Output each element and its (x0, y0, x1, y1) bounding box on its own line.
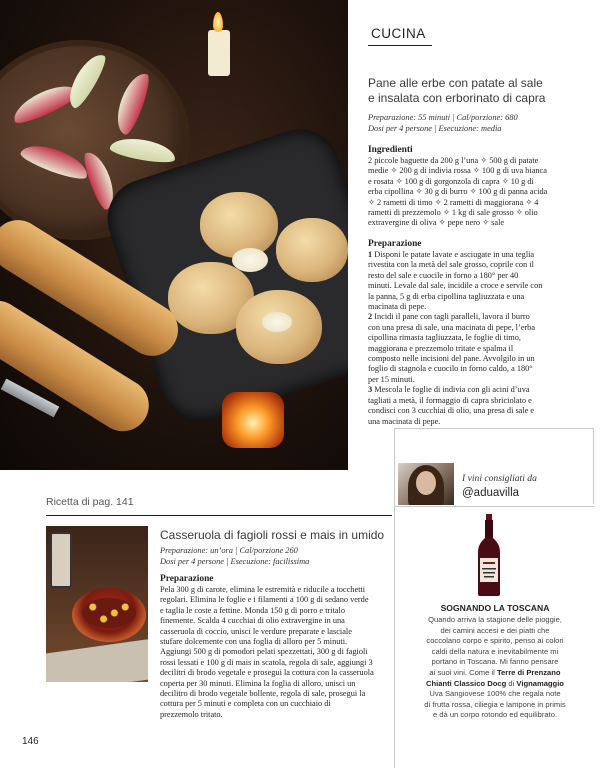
main-recipe-meta (368, 113, 594, 134)
main-recipe-title (368, 76, 594, 106)
step-line: minuti. Levale dal sale, incidile a croce e servile con (368, 281, 543, 291)
step-line: macinata di pepe. (368, 302, 427, 312)
napkin (46, 637, 148, 682)
preparation-line: decilitro di brodo vegetale bollente, regola di sale, prosegui la (160, 689, 366, 699)
step-line: Mescola le foglie di indivia con gli acini d’uva (374, 385, 530, 395)
title-line: e insalata con erborinato di capra (368, 91, 546, 105)
meta-line: Preparazione: un’ora | Cal/porzione 260 (160, 546, 298, 555)
preparation-line: prezzemolo tritato. (160, 709, 223, 719)
recipe-reference: Ricetta di pag. 141 (46, 496, 134, 508)
step-line: Incidi il pane con tagli paralleli, lavora il burro (374, 312, 530, 322)
preparation-line: coperta per 30 minuti. Elimina la foglia di alloro, unisci un (160, 678, 356, 688)
preparation-line: cottura per 5 minuti e completa con un cucchiaio di (160, 699, 331, 709)
avatar (398, 463, 454, 505)
wine-headline: SOGNANDO LA TOSCANA (440, 603, 550, 613)
meta-line: Dosi per 4 persone | Esecuzione: media (368, 123, 502, 133)
step-line: cipollina rimasta tagliuzzata, le foglie di timo, (368, 333, 521, 343)
step-line: resto del sale e cuocile in forno a 180° per 40 (368, 270, 519, 280)
candle-flame (213, 12, 223, 32)
wine-text-line: Uva Sangiovese 100% che regala note (429, 689, 561, 699)
beans-and-corn (82, 598, 136, 628)
step-line: una macinata di pepe. (368, 416, 441, 426)
wine-box-border (394, 428, 594, 429)
step-line: la panna, 5 g di erba cipollina tagliuzzata e una (368, 291, 525, 301)
preparation-line: decilitri di brodo vegetale e prosegui la cottura con la casseruola (160, 668, 374, 678)
step-line: condisci con 3 cucchiai di olio, una presa di sale e (368, 406, 535, 416)
casserole-photo (46, 526, 148, 682)
title-line: Pane alle erbe con patate al sale (368, 76, 543, 90)
wine-text-connector: di (508, 678, 515, 688)
preparation-heading: Preparazione (160, 574, 214, 584)
ingredients-line: medie ✧ 200 g di indivia rossa ✧ 100 g di uva bianca (368, 166, 547, 176)
ingredients-block (368, 145, 594, 229)
wine-denomination: Chianti Classico Docg (426, 678, 507, 688)
step-number: 2 (368, 312, 373, 322)
ingredients-heading: Ingredienti (368, 145, 413, 155)
wine-box-border (394, 428, 395, 768)
second-recipe-preparation (160, 574, 392, 720)
wine-text-line: Quando arriva la stagione delle pioggie, (428, 615, 562, 624)
ingredients-line: rametti di prezzemolo ✧ 1 kg di sale grosso ✧ olio (368, 208, 538, 218)
preparation-heading: Preparazione (368, 239, 422, 249)
page-number: 146 (22, 736, 39, 747)
preparation-text (160, 585, 392, 720)
wine-text-line: coccolano corpo e spirito, penso ai colori (426, 636, 564, 646)
step-line: Disponi le patate lavate e asciugate in una teglia (374, 250, 535, 259)
step-number: 1 (368, 250, 373, 259)
step-number: 3 (368, 385, 373, 395)
wine-text-line: di frutta rossa, ciliegia e lampone in primis (424, 699, 566, 709)
second-recipe-title (160, 528, 392, 543)
wine-box-divider (394, 506, 594, 507)
baked-potato (200, 192, 278, 258)
preparation-line: casseruola di coccio, unisci le verdure preparate e lasciale (160, 626, 352, 636)
step-1 (368, 250, 594, 312)
wine-text-line: portano in Toscana. Mi fanno pensare (431, 657, 559, 667)
wine-text-line: e dà un corpo rotondo ed equilibrato. (432, 710, 558, 720)
wine-bottle-icon (474, 514, 504, 596)
section-rule (368, 45, 432, 46)
preparation-line: rossi lessati e 100 g di mais in scatola, regola di sale, aggiungi 3 (160, 657, 373, 667)
ingredients-line: e rosata ✧ 100 g di gorgonzola di capra ✧ 10 g di (368, 176, 534, 186)
wine-text-line: dei camini accesi e dei piatti che (440, 625, 550, 635)
sour-cream (232, 248, 268, 272)
section-rule (46, 515, 392, 516)
preparation-line: stufare dolcemente con una foglia di alloro per 5 minuti. (160, 637, 348, 647)
wine-estate: Vignamaggio (516, 678, 564, 688)
step-2 (368, 312, 594, 385)
meta-line: Dosi per 4 persone | Esecuzione: facilissima (160, 556, 310, 566)
wine-description (400, 615, 590, 721)
step-line: composto nelle incisioni del pane. Avvolgilo in un (368, 354, 535, 364)
lantern (50, 532, 72, 588)
candle (208, 30, 230, 76)
step-line: rivestita con la metà del sale grosso, coprile con il (368, 260, 534, 270)
title-line: Casseruola di fagioli rossi e mais in umido (160, 528, 385, 542)
meta-line: Preparazione: 55 minuti | Cal/porzione: 680 (368, 113, 518, 122)
ingredients-line: 2 piccole baguette da 200 g l’una ✧ 500 g di patate (368, 156, 539, 165)
wine-box-border (593, 428, 594, 504)
step-3 (368, 385, 594, 427)
ingredients-line: extravergine di oliva ✧ pepe nero ✧ sale (368, 218, 505, 228)
wines-label: I vini consigliati da (462, 473, 537, 484)
preparation-line: finemente. Scalda 4 cucchiai di olio extravergine in una (160, 616, 345, 626)
author-handle: @aduavilla (462, 487, 520, 499)
ingredients-line: erba cipollina ✧ 30 g di burro ✧ 100 g di panna acida (368, 187, 548, 197)
step-line: tagliati a metà, il formaggio di capra sbriciolato e (368, 395, 532, 405)
section-title: CUCINA (371, 26, 426, 41)
avatar-face (416, 471, 436, 495)
preparation-block (368, 239, 594, 427)
step-line: foglio di stagnola e cuocilo in forno caldo, a 180° (368, 364, 533, 374)
wine-producer: Terre di Prenzano (496, 667, 561, 677)
preparation-line: e taglia le coste a fettine. Monda 150 g di porro e tritalo (160, 605, 346, 615)
votive-candle (222, 392, 284, 448)
wine-text-line: ai suoi vini. Come il (429, 667, 495, 677)
wine-text-line: caldi della natura e inevitabilmente mi (431, 646, 559, 656)
step-line: maggiorana e prezzemolo tritate e spalma il (368, 343, 514, 353)
preparation-line: Pela 300 g di carote, elimina le estremità e riducile a tocchetti (160, 585, 366, 594)
hero-photo-bread-potatoes (0, 0, 348, 470)
ingredients-list (368, 156, 594, 229)
baked-potato (276, 218, 348, 282)
second-recipe-meta (160, 546, 392, 567)
step-line: per 15 minuti. (368, 374, 415, 384)
step-line: con una presa di sale, una macinata di pepe, l’erba (368, 322, 536, 332)
ingredients-line: ✧ 2 rametti di timo ✧ 2 rametti di maggiorana ✧ 4 (368, 197, 539, 207)
preparation-line: Aggiungi 500 g di pomodori pelati spezzettati, 300 g di fagioli (160, 647, 368, 657)
sour-cream (262, 312, 292, 332)
preparation-line: regolari. Elimina le foglie e i filamenti a 100 g di sedano verde (160, 595, 369, 605)
